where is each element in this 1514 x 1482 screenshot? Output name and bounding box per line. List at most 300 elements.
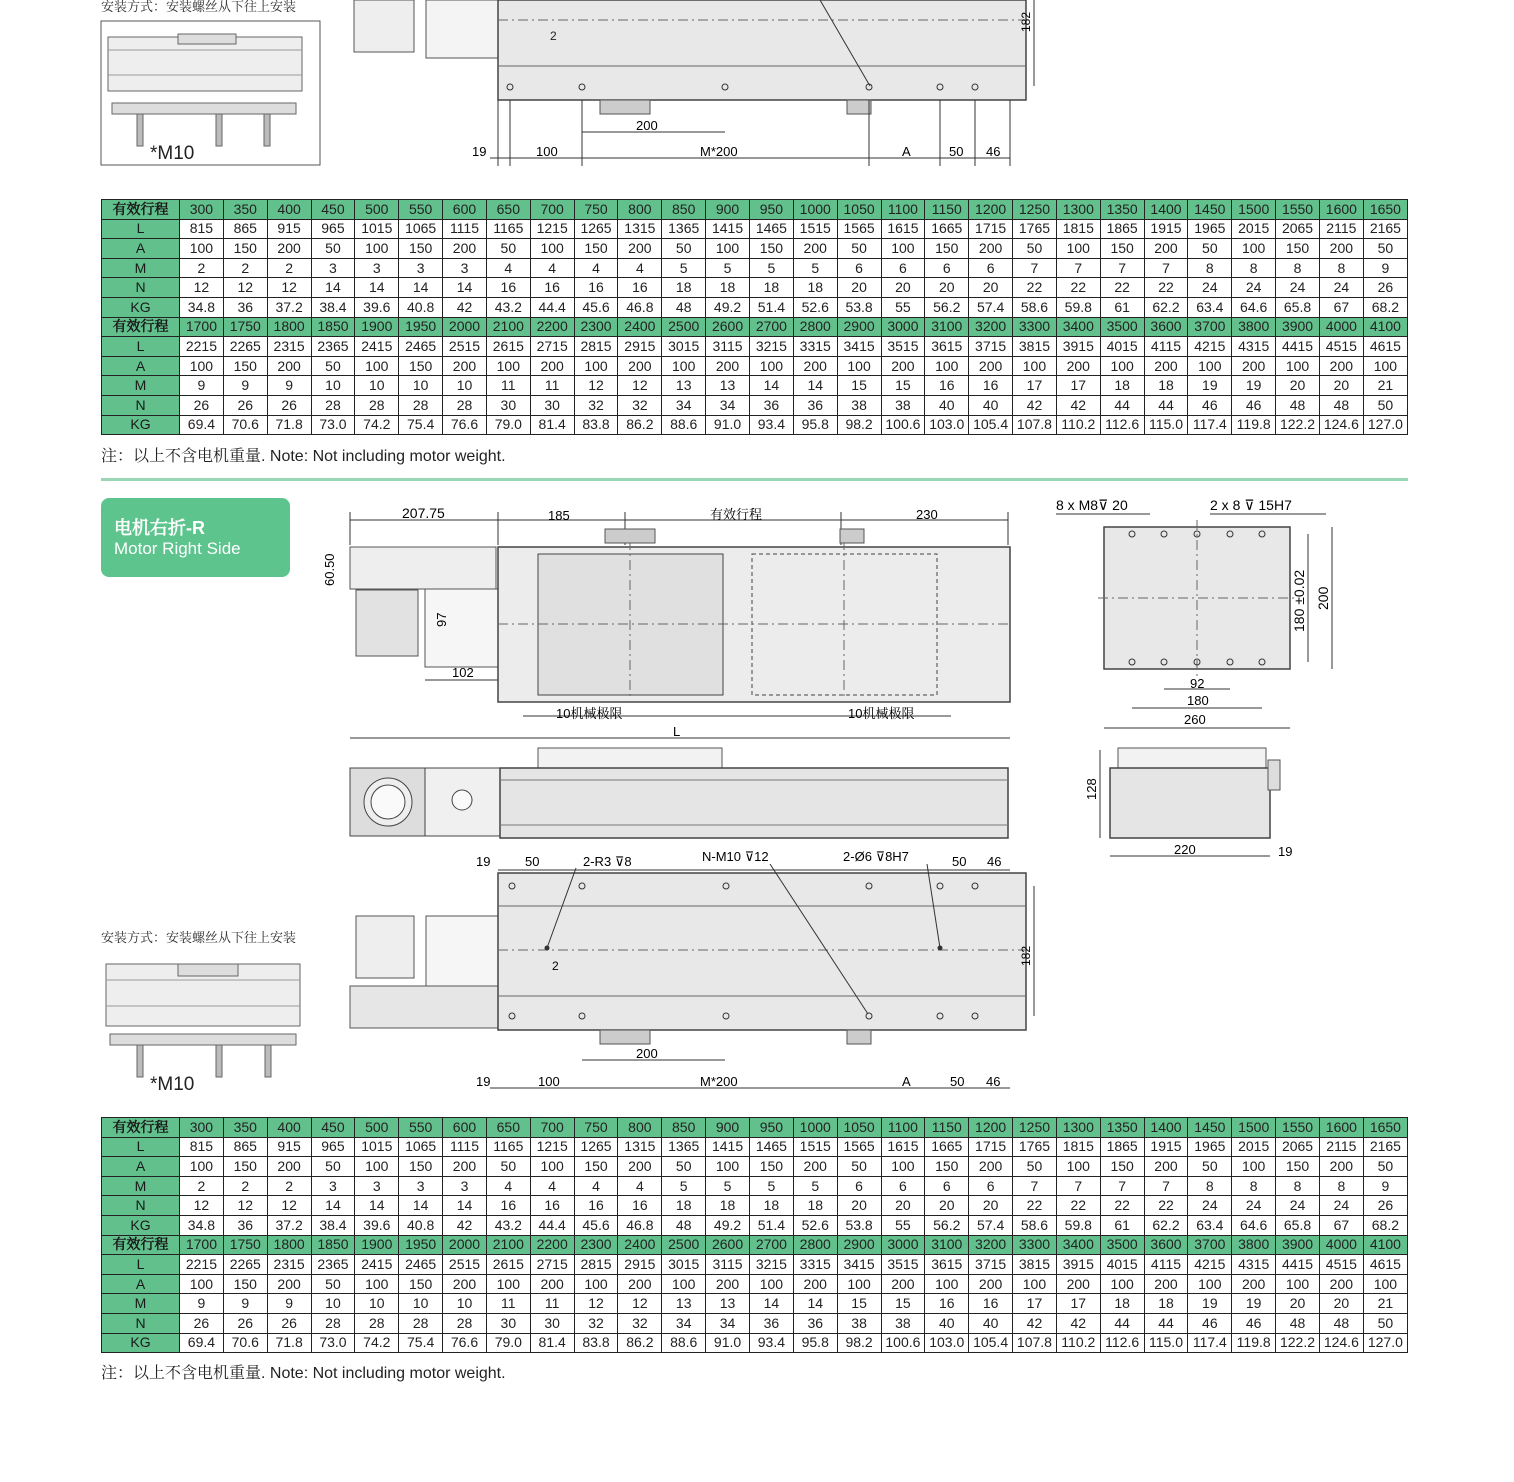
table-cell: 3 (443, 1176, 487, 1196)
table-cell: 5 (706, 258, 750, 278)
table-cell: 16 (925, 376, 969, 396)
side-view-drawing (348, 745, 1012, 845)
table-cell: 150 (1100, 239, 1144, 259)
table-cell: 1050 (837, 1118, 881, 1138)
table-cell: 1565 (837, 1137, 881, 1157)
table-cell: 50 (1363, 239, 1407, 259)
table-cell: 1215 (530, 219, 574, 239)
table-cell: 1750 (223, 1235, 267, 1255)
table-cell: 1165 (486, 219, 530, 239)
svg-text:260: 260 (1184, 712, 1206, 727)
table-cell: 2615 (486, 1255, 530, 1275)
table-cell: 1965 (1188, 219, 1232, 239)
table-cell: 100 (355, 1157, 399, 1177)
table-cell: 1050 (837, 200, 881, 220)
table-cell: 100 (530, 1157, 574, 1177)
table-cell: 1465 (749, 1137, 793, 1157)
table-cell: 5 (662, 258, 706, 278)
table-cell: 76.6 (443, 415, 487, 435)
table-cell: 14 (749, 1294, 793, 1314)
table-cell: 100 (749, 1274, 793, 1294)
table-cell: 83.8 (574, 1333, 618, 1353)
table-cell: 14 (399, 1196, 443, 1216)
row-label: 有效行程 (102, 317, 180, 337)
table-cell: 7 (1100, 258, 1144, 278)
table-cell: 24 (1319, 1196, 1363, 1216)
table-cell: 50 (486, 239, 530, 259)
table-cell: 4215 (1188, 1255, 1232, 1275)
table-cell: 2300 (574, 1235, 618, 1255)
table-cell: 100 (1188, 1274, 1232, 1294)
table-cell: 43.2 (486, 297, 530, 317)
depth-symbol-icon: ⊽ (871, 849, 886, 864)
table-cell: 20 (969, 1196, 1013, 1216)
table-cell: 14 (399, 278, 443, 298)
table-cell: 19 (1188, 376, 1232, 396)
table-cell: 4 (530, 258, 574, 278)
table-cell: 2400 (618, 1235, 662, 1255)
section-tag-motor-right (101, 498, 290, 577)
table-cell: 64.6 (1232, 297, 1276, 317)
table-cell: 100 (1013, 356, 1057, 376)
table-cell: 48 (662, 297, 706, 317)
table-cell: 12 (618, 1294, 662, 1314)
table-cell: 16 (969, 1294, 1013, 1314)
table-cell: 350 (223, 200, 267, 220)
table-cell: 3100 (925, 317, 969, 337)
svg-text:A: A (902, 144, 911, 159)
table-cell: 86.2 (618, 1333, 662, 1353)
table-row (102, 239, 1408, 259)
table-cell: 115.0 (1144, 1333, 1188, 1353)
table-cell: 2065 (1276, 219, 1320, 239)
table-cell: 3200 (969, 317, 1013, 337)
table-row (102, 297, 1408, 317)
table-cell: 15 (837, 1294, 881, 1314)
table-cell: 18 (1100, 1294, 1144, 1314)
table-cell: 200 (706, 1274, 750, 1294)
bottom-view-drawing (340, 848, 1060, 1098)
table-cell: 200 (618, 1274, 662, 1294)
table-cell: 1765 (1013, 1137, 1057, 1157)
table-cell: 50 (1363, 1157, 1407, 1177)
table-cell: 1500 (1232, 1118, 1276, 1138)
table-cell: 4215 (1188, 337, 1232, 357)
table-cell: 1715 (969, 219, 1013, 239)
table-row (102, 1215, 1408, 1235)
table-cell: 2900 (837, 317, 881, 337)
table-cell: 20 (969, 278, 1013, 298)
table-cell: 7 (1100, 1176, 1144, 1196)
table-cell: 18 (749, 1196, 793, 1216)
table-cell: 73.0 (311, 415, 355, 435)
table-cell: 1915 (1144, 219, 1188, 239)
table-cell: 100 (837, 1274, 881, 1294)
svg-text:97: 97 (434, 612, 449, 627)
svg-text:19: 19 (472, 144, 487, 159)
table-cell: 150 (399, 1157, 443, 1177)
table-cell: 3815 (1013, 337, 1057, 357)
table-cell: 12 (223, 278, 267, 298)
table-cell: 1900 (355, 317, 399, 337)
svg-text:46: 46 (986, 144, 1001, 159)
table-cell: 100.6 (881, 1333, 925, 1353)
table-cell: 3 (399, 258, 443, 278)
table-cell: 1450 (1188, 200, 1232, 220)
table-cell: 13 (706, 1294, 750, 1314)
table-cell: 46.8 (618, 297, 662, 317)
table-cell: 1515 (793, 1137, 837, 1157)
table-cell: 10 (399, 376, 443, 396)
table-cell: 3115 (706, 1255, 750, 1275)
table-cell: 21 (1363, 376, 1407, 396)
table-cell: 100 (1363, 356, 1407, 376)
table-cell: 3700 (1188, 317, 1232, 337)
table-cell: 4115 (1144, 1255, 1188, 1275)
table-cell: 10 (443, 1294, 487, 1314)
table-cell: 200 (618, 356, 662, 376)
mounting-sketch-r (104, 962, 304, 1094)
table-cell: 16 (486, 1196, 530, 1216)
table-cell: 26 (180, 1313, 224, 1333)
table-cell: 2000 (443, 317, 487, 337)
table-cell: 18 (706, 1196, 750, 1216)
table-cell: 150 (925, 1157, 969, 1177)
table-cell: 46 (1188, 1313, 1232, 1333)
table-cell: 1315 (618, 1137, 662, 1157)
table-cell: 3400 (1056, 317, 1100, 337)
table-cell: 4515 (1319, 1255, 1363, 1275)
table-cell: 6 (837, 258, 881, 278)
table-cell: 10 (355, 376, 399, 396)
table-cell: 9 (267, 376, 311, 396)
bottom-view-top-section (340, 0, 1060, 170)
table-cell: 2 (223, 1176, 267, 1196)
svg-text:19: 19 (476, 1074, 491, 1089)
table-cell: 1015 (355, 219, 399, 239)
table-cell: 6 (925, 258, 969, 278)
table-cell: 3600 (1144, 1235, 1188, 1255)
table-cell: 7 (1056, 258, 1100, 278)
row-label: M (102, 258, 180, 278)
table-cell: 28 (443, 395, 487, 415)
table-cell: 9 (180, 1294, 224, 1314)
table-cell: 40.8 (399, 297, 443, 317)
table-cell: 91.0 (706, 415, 750, 435)
table-cell: 17 (1056, 1294, 1100, 1314)
table-cell: 100 (486, 356, 530, 376)
top-view-drawing (318, 500, 1028, 750)
table-cell: 18 (662, 1196, 706, 1216)
table-cell: 3800 (1232, 317, 1276, 337)
table-cell: 1365 (662, 219, 706, 239)
table-cell: 44.4 (530, 297, 574, 317)
table-cell: 7 (1144, 1176, 1188, 1196)
table-cell: 51.4 (749, 1215, 793, 1235)
table-cell: 1415 (706, 1137, 750, 1157)
table-cell: 88.6 (662, 1333, 706, 1353)
table-cell: 16 (530, 278, 574, 298)
table-cell: 1615 (881, 219, 925, 239)
row-label: L (102, 337, 180, 357)
table-cell: 4 (486, 258, 530, 278)
end-view-drawing (1050, 492, 1350, 867)
table-cell: 50 (1188, 239, 1232, 259)
table-cell: 50 (486, 1157, 530, 1177)
section-divider (101, 478, 1408, 481)
table-cell: 50 (1188, 1157, 1232, 1177)
table-cell: 900 (706, 1118, 750, 1138)
table-cell: 42 (1013, 1313, 1057, 1333)
svg-text:2 x 8 ⊽ 15H7: 2 x 8 ⊽ 15H7 (1210, 497, 1292, 513)
svg-text:182: 182 (1019, 945, 1033, 966)
table-cell: 3 (355, 1176, 399, 1196)
table-cell: 2915 (618, 1255, 662, 1275)
table-cell: 40.8 (399, 1215, 443, 1235)
table-row (102, 1235, 1408, 1255)
table-cell: 42 (1013, 395, 1057, 415)
table-cell: 20 (837, 1196, 881, 1216)
table-cell: 50 (662, 239, 706, 259)
table-cell: 18 (749, 278, 793, 298)
table-cell: 950 (749, 200, 793, 220)
table-cell: 2415 (355, 337, 399, 357)
table-cell: 22 (1013, 1196, 1057, 1216)
table-cell: 50 (311, 1157, 355, 1177)
table-cell: 1065 (399, 1137, 443, 1157)
table-cell: 122.2 (1276, 1333, 1320, 1353)
table-cell: 5 (793, 1176, 837, 1196)
table-cell: 71.8 (267, 415, 311, 435)
table-cell: 500 (355, 1118, 399, 1138)
table-cell: 1950 (399, 1235, 443, 1255)
table-cell: 17 (1013, 376, 1057, 396)
table-cell: 3700 (1188, 1235, 1232, 1255)
table-cell: 200 (1056, 356, 1100, 376)
table-cell: 1350 (1100, 200, 1144, 220)
table-cell: 58.6 (1013, 297, 1057, 317)
table-cell: 68.2 (1363, 1215, 1407, 1235)
table-cell: 2515 (443, 337, 487, 357)
table-cell: 3300 (1013, 1235, 1057, 1255)
table-cell: 8 (1188, 258, 1232, 278)
table-cell: 200 (1144, 1157, 1188, 1177)
table-cell: 2365 (311, 1255, 355, 1275)
table-cell: 2165 (1363, 219, 1407, 239)
table-cell: 1165 (486, 1137, 530, 1157)
table-cell: 300 (180, 200, 224, 220)
table-cell: 62.2 (1144, 297, 1188, 317)
table-cell: 965 (311, 219, 355, 239)
table-cell: 38 (837, 395, 881, 415)
table-cell: 2500 (662, 1235, 706, 1255)
mount-method-label: 安装方式：安装螺丝从下往上安装 (101, 0, 297, 14)
table-cell: 15 (837, 376, 881, 396)
table-cell: 26 (180, 395, 224, 415)
table-cell: 127.0 (1363, 1333, 1407, 1353)
table-cell: 34.8 (180, 1215, 224, 1235)
svg-text:2-R3 ⊽8: 2-R3 ⊽8 (583, 854, 632, 869)
table-cell: 3900 (1276, 1235, 1320, 1255)
table-cell: 3100 (925, 1235, 969, 1255)
svg-text:N-M10 ⊽12: N-M10 ⊽12 (702, 849, 769, 864)
table-cell: 1550 (1276, 200, 1320, 220)
table-cell: 1000 (793, 200, 837, 220)
table-cell: 200 (1319, 1274, 1363, 1294)
table-cell: 32 (574, 1313, 618, 1333)
table-cell: 2815 (574, 1255, 618, 1275)
table-cell: 19 (1232, 376, 1276, 396)
table-cell: 26 (267, 1313, 311, 1333)
row-label: 有效行程 (102, 200, 180, 220)
table-cell: 1665 (925, 1137, 969, 1157)
table-cell: 200 (618, 1157, 662, 1177)
table-cell: 119.8 (1232, 415, 1276, 435)
table-cell: 2215 (180, 1255, 224, 1275)
table-cell: 6 (925, 1176, 969, 1196)
table-cell: 950 (749, 1118, 793, 1138)
table-cell: 3015 (662, 1255, 706, 1275)
table-cell: 5 (662, 1176, 706, 1196)
table-cell: 750 (574, 1118, 618, 1138)
table-cell: 3015 (662, 337, 706, 357)
table-cell: 50 (1363, 395, 1407, 415)
row-label: A (102, 239, 180, 259)
table-cell: 3500 (1100, 1235, 1144, 1255)
table-cell: 150 (749, 239, 793, 259)
table-cell: 127.0 (1363, 415, 1407, 435)
table-cell: 1365 (662, 1137, 706, 1157)
depth-symbol-icon: ⊽ (1098, 497, 1109, 513)
table-cell: 40 (969, 1313, 1013, 1333)
table-cell: 1265 (574, 219, 618, 239)
table-cell: 200 (969, 1274, 1013, 1294)
table-cell: 100 (1276, 356, 1320, 376)
table-cell: 1015 (355, 1137, 399, 1157)
table-cell: 1550 (1276, 1118, 1320, 1138)
table-cell: 1415 (706, 219, 750, 239)
table-cell: 200 (1232, 1274, 1276, 1294)
table-cell: 3600 (1144, 317, 1188, 337)
table-cell: 1750 (223, 317, 267, 337)
table-cell: 24 (1232, 1196, 1276, 1216)
table-cell: 57.4 (969, 1215, 1013, 1235)
table-cell: 1515 (793, 219, 837, 239)
table-cell: 58.6 (1013, 1215, 1057, 1235)
svg-text:180: 180 (1187, 693, 1209, 708)
table-cell: 3515 (881, 337, 925, 357)
table-cell: 22 (1013, 278, 1057, 298)
table-cell: 2465 (399, 1255, 443, 1275)
table-cell: 200 (1319, 356, 1363, 376)
table-cell: 16 (925, 1294, 969, 1314)
table-cell: 19 (1232, 1294, 1276, 1314)
table-cell: 1900 (355, 1235, 399, 1255)
table-cell: 3115 (706, 337, 750, 357)
table-cell: 3315 (793, 337, 837, 357)
table-cell: 7 (1013, 1176, 1057, 1196)
table-cell: 20 (1319, 376, 1363, 396)
table-cell: 3515 (881, 1255, 925, 1275)
table-cell: 55 (881, 1215, 925, 1235)
row-label: A (102, 356, 180, 376)
table-cell: 350 (223, 1118, 267, 1138)
table-cell: 1600 (1319, 1118, 1363, 1138)
table-cell: 10 (443, 376, 487, 396)
table-cell: 37.2 (267, 1215, 311, 1235)
table-cell: 2100 (486, 317, 530, 337)
table-cell: 850 (662, 200, 706, 220)
table-cell: 4 (486, 1176, 530, 1196)
table-cell: 10 (311, 1294, 355, 1314)
table-cell: 30 (530, 1313, 574, 1333)
spec-table-bottom (101, 1117, 1408, 1353)
table-cell: 42 (443, 297, 487, 317)
table-cell: 200 (793, 1274, 837, 1294)
weight-note-bottom: 注：以上不含电机重量. Note: Not including motor weight. (101, 1365, 506, 1382)
table-cell: 19 (1188, 1294, 1232, 1314)
table-cell: 2915 (618, 337, 662, 357)
table-cell: 4615 (1363, 337, 1407, 357)
table-cell: 79.0 (486, 1333, 530, 1353)
table-cell: 110.2 (1056, 415, 1100, 435)
table-cell: 18 (1144, 376, 1188, 396)
svg-text:200: 200 (1315, 586, 1331, 610)
table-cell: 93.4 (749, 415, 793, 435)
table-cell: 44 (1144, 395, 1188, 415)
svg-text:207.75: 207.75 (402, 505, 445, 521)
table-cell: 24 (1319, 278, 1363, 298)
table-cell: 57.4 (969, 297, 1013, 317)
table-cell: 11 (486, 1294, 530, 1314)
table-cell: 2065 (1276, 1137, 1320, 1157)
table-cell: 9 (267, 1294, 311, 1314)
table-cell: 46 (1188, 395, 1232, 415)
table-cell: 73.0 (311, 1333, 355, 1353)
table-cell: 2 (267, 258, 311, 278)
table-cell: 550 (399, 200, 443, 220)
table-cell: 100 (1056, 1157, 1100, 1177)
table-cell: 4415 (1276, 337, 1320, 357)
table-cell: 200 (443, 239, 487, 259)
table-cell: 42 (1056, 1313, 1100, 1333)
table-cell: 1300 (1056, 200, 1100, 220)
table-cell: 1100 (881, 200, 925, 220)
table-cell: 30 (486, 1313, 530, 1333)
table-row (102, 1137, 1408, 1157)
table-cell: 200 (530, 1274, 574, 1294)
table-cell: 150 (1276, 1157, 1320, 1177)
table-cell: 59.8 (1056, 297, 1100, 317)
table-cell: 74.2 (355, 415, 399, 435)
table-cell: 36 (793, 1313, 837, 1333)
table-cell: 1700 (180, 317, 224, 337)
table-cell: 865 (223, 1137, 267, 1157)
svg-text:182: 182 (1019, 11, 1033, 32)
table-cell: 26 (223, 395, 267, 415)
table-cell: 2300 (574, 317, 618, 337)
table-cell: 48 (662, 1215, 706, 1235)
table-cell: 6 (881, 1176, 925, 1196)
table-cell: 150 (749, 1157, 793, 1177)
table-cell: 86.2 (618, 415, 662, 435)
table-cell: 24 (1276, 1196, 1320, 1216)
table-cell: 100 (1056, 239, 1100, 259)
table-cell: 100 (355, 239, 399, 259)
table-cell: 650 (486, 200, 530, 220)
table-cell: 1065 (399, 219, 443, 239)
table-cell: 36 (793, 395, 837, 415)
